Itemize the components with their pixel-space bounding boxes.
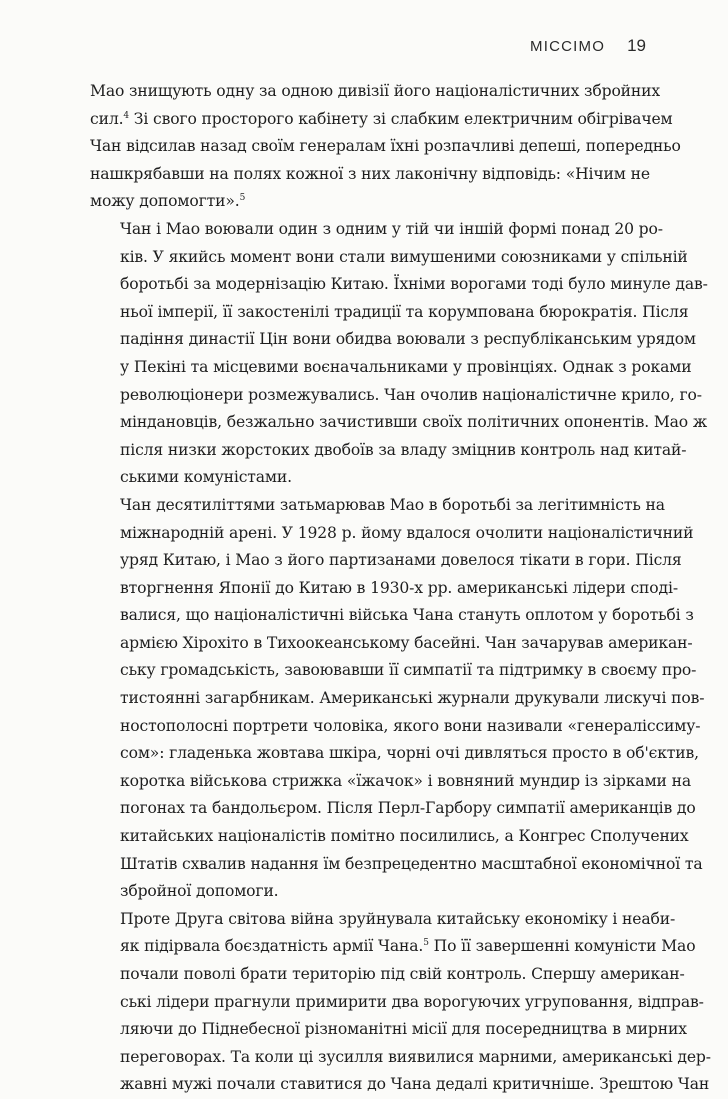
text-line (90, 878, 638, 906)
text-line (90, 575, 678, 603)
line-text: погонах та бандольєром. Після Перл-Гарбору симпатії американців до (120, 799, 696, 818)
line-text: ків. У якийсь момент вони стали вимушеними союзниками у спільній (120, 247, 688, 266)
text-line (90, 354, 692, 382)
line-text: можу допомогти». (90, 192, 240, 211)
text-line (90, 685, 705, 713)
line-text-continued: По її завершенні комуністи Мао (428, 937, 696, 956)
line-text: жавні мужі почали ставитися до Чана дедалі критичніше. Зрештою Чан (120, 1075, 710, 1094)
text-line (90, 989, 704, 1017)
text-line (90, 271, 708, 299)
line-text: ляючи до Піднебесної різноманітні місії для посередництва в мирних (120, 1020, 687, 1039)
text-line (90, 133, 681, 161)
text-line (90, 906, 676, 934)
running-title: МІССІМО (530, 38, 606, 55)
footnote-marker[interactable]: 5 (239, 193, 246, 204)
paragraph (90, 78, 681, 216)
line-text: Чан десятиліттями затьмарював Мао в боротьбі за легітимність на (120, 495, 665, 514)
text-line (90, 933, 696, 961)
text-line (90, 382, 702, 410)
text-line (90, 547, 682, 575)
line-text-continued: Зі свого просторого кабінету зі слабким електричним обігрівачем (128, 109, 673, 128)
line-text: Проте Друга світова війна зруйнувала китайську економіку і неаби- (120, 909, 676, 928)
line-text: армією Хірохіто в Тихоокеанському басейні. Чан зачарував американ- (120, 633, 693, 652)
text-line (90, 1071, 710, 1099)
paragraph (90, 906, 711, 1099)
body-text (90, 78, 711, 1099)
text-line (90, 188, 638, 216)
text-line (90, 78, 661, 106)
line-text: ську громадськість, завоювавши її симпатії та підтримку в своєму про- (120, 661, 697, 680)
line-text: падіння династії Цін вони обидва воювали з республіканським урядом (120, 330, 696, 349)
text-line (90, 602, 694, 630)
line-text: як підірвала боєздатність армії Чана. (120, 937, 424, 956)
line-text: ностополосні портрети чоловіка, якого вони називали «генераліссиму- (120, 716, 701, 735)
line-text: переговорах. Та коли ці зусилля виявилися марними, американські дер- (120, 1047, 711, 1066)
line-text: китайських націоналістів помітно посилились, а Конгрес Сполучених (120, 827, 689, 846)
line-text: міндановців, безжально зачистивши своїх політичних опонентів. Мао ж (120, 413, 708, 432)
text-line (90, 464, 638, 492)
line-text: сом»: гладенька жовтава шкіра, чорні очі дивляться просто в об'єктив, (120, 744, 699, 763)
line-text: ськими комуністами. (120, 468, 292, 487)
text-line (90, 492, 665, 520)
text-line (90, 106, 673, 134)
text-line (90, 1016, 687, 1044)
page-number: 19 (627, 36, 646, 55)
line-text: сил. (90, 109, 124, 128)
text-line (90, 713, 701, 741)
line-text: нашкрябавши на полях кожної з них лаконічну відповідь: «Нічим не (90, 164, 650, 183)
line-text: міжнародній арені. У 1928 р. йому вдалося очолити націоналістичний (120, 523, 694, 542)
text-line (90, 1044, 711, 1072)
text-line (90, 216, 663, 244)
line-text: боротьбі за модернізацію Китаю. Їхніми ворогами тоді було минуле дав- (120, 275, 708, 294)
line-text: збройної допомоги. (120, 882, 279, 901)
text-line (90, 299, 689, 327)
text-line (90, 851, 703, 879)
line-text: уряд Китаю, і Мао з його партизанами довелося тікати в гори. Після (120, 551, 682, 570)
text-line (90, 630, 693, 658)
line-text: революціонери розмежувались. Чан очолив націоналістичне крило, го- (120, 385, 702, 404)
text-line (90, 823, 689, 851)
line-text: ньої імперії, її закостенілі традиції та корумпована бюрократія. Після (120, 302, 689, 321)
footnote-marker[interactable]: 4 (123, 110, 129, 121)
line-text: ські лідери прагнули примирити два ворогуючих угруповання, відправ- (120, 992, 704, 1011)
running-header (530, 36, 646, 56)
line-text: Чан і Мао воювали один з одним у тій чи іншій формі понад 20 ро- (120, 219, 663, 238)
text-line (90, 437, 687, 465)
text-line (90, 409, 708, 437)
line-text: вторгнення Японії до Китаю в 1930-х рр. американські лідери споді- (120, 578, 678, 597)
line-text: після низки жорстоких двобоїв за владу зміцнив контроль над китай- (120, 440, 687, 459)
paragraph (90, 216, 708, 492)
line-text: у Пекіні та місцевими воєначальниками у провінціях. Однак з роками (120, 357, 692, 376)
line-text: Чан відсилав назад своїм генералам їхні розпачливі депеші, попередньо (90, 137, 681, 156)
line-text: почали поволі брати територію під свій контроль. Спершу американ- (120, 965, 685, 983)
text-line (90, 768, 691, 796)
text-line (90, 161, 650, 189)
line-text: тистоянні загарбникам. Американські журнали друкували лискучі пов- (120, 689, 705, 708)
text-line (90, 961, 685, 989)
line-text: коротка військова стрижка «їжачок» і вовняний мундир із зірками на (120, 771, 691, 790)
text-line (90, 740, 699, 768)
paragraph (90, 492, 705, 906)
text-line (90, 795, 696, 823)
footnote-marker[interactable]: 5 (423, 938, 429, 949)
line-text: Мао знищують одну за одною дивізії його націоналістичних збройних (90, 82, 661, 100)
line-text: Штатів схвалив надання їм безпрецедентно масштабної економічної та (120, 854, 703, 873)
text-line (90, 520, 694, 548)
text-line (90, 326, 696, 354)
text-line (90, 244, 688, 272)
text-line (90, 657, 697, 685)
line-text: валися, що націоналістичні війська Чана стануть оплотом у боротьбі з (120, 606, 694, 625)
